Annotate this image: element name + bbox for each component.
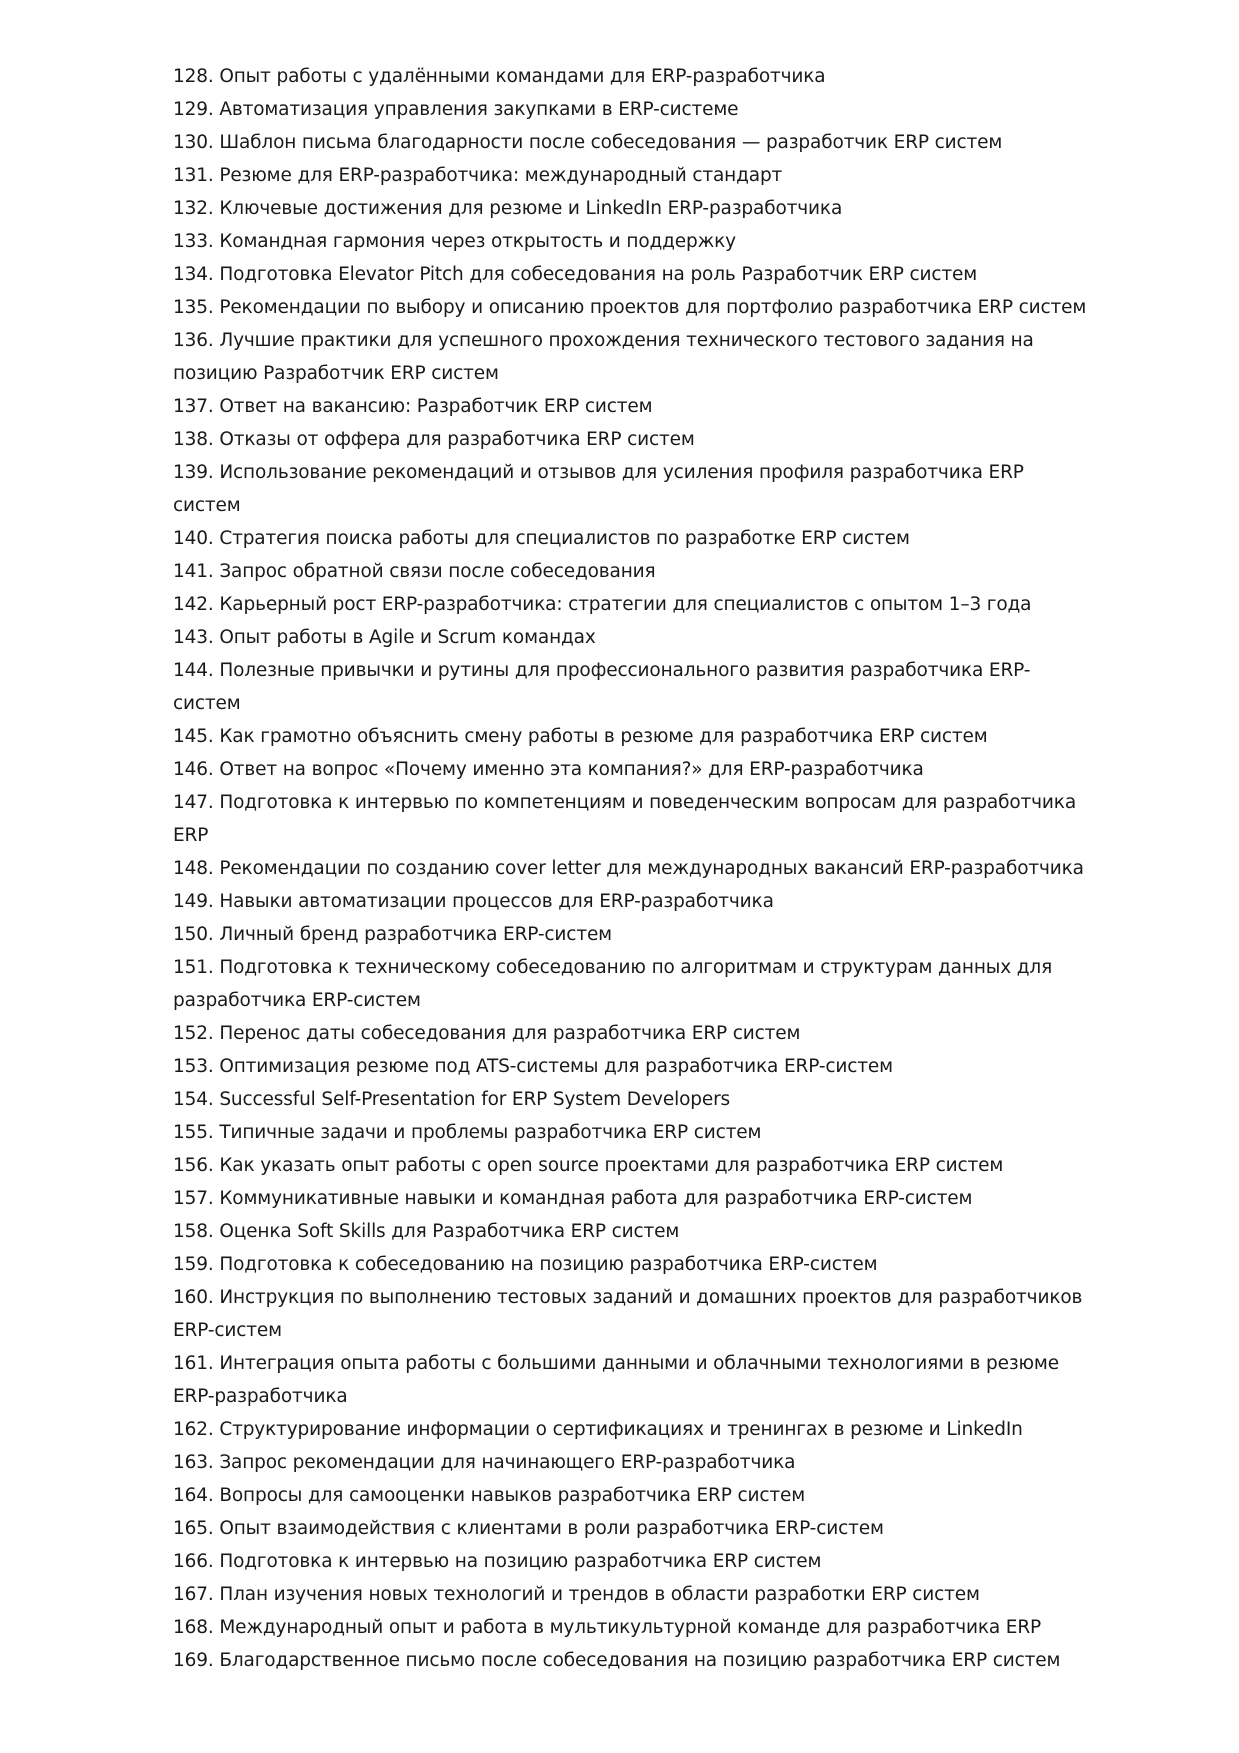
list-item: 147. Подготовка к интервью по компетенциям и поведенческим вопросам для разработчика ERP [173,792,1077,846]
list-item: 169. Благодарственное письмо после собеседования на позицию разработчика ERP систем [173,1650,1061,1671]
list-item: 141. Запрос обратной связи после собеседования [173,561,656,582]
list-item: 157. Коммуникативные навыки и командная работа для разработчика ERP-систем [173,1188,973,1209]
document-page [173,60,1093,1677]
list-item: 152. Перенос даты собеседования для разработчика ERP систем [173,1023,801,1044]
list-item: 158. Оценка Soft Skills для Разработчика ERP систем [173,1221,680,1242]
list-item: 138. Отказы от оффера для разработчика ERP систем [173,429,695,450]
list-item: 156. Как указать опыт работы с open source проектами для разработчика ERP систем [173,1155,1004,1176]
list-item: 168. Международный опыт и работа в мультикультурной команде для разработчика ERP [173,1617,1042,1638]
list-item: 162. Структурирование информации о сертификациях и тренингах в резюме и LinkedIn [173,1419,1023,1440]
list-item: 137. Ответ на вакансию: Разработчик ERP систем [173,396,653,417]
list-item: 132. Ключевые достижения для резюме и LinkedIn ERP-разработчика [173,198,843,219]
list-item: 131. Резюме для ERP-разработчика: международный стандарт [173,165,783,186]
list-item: 150. Личный бренд разработчика ERP-систем [173,924,612,945]
list-item: 136. Лучшие практики для успешного прохождения технического тестового задания на позицию Разработчик ERP систем [173,330,1034,384]
list-item: 160. Инструкция по выполнению тестовых заданий и домашних проектов для разработчиков ERP-систем [173,1287,1083,1341]
list-item: 129. Автоматизация управления закупками в ERP-системе [173,99,739,120]
list-item: 165. Опыт взаимодействия с клиентами в роли разработчика ERP-систем [173,1518,884,1539]
list-item: 166. Подготовка к интервью на позицию разработчика ERP систем [173,1551,822,1572]
list-item: 153. Оптимизация резюме под ATS-системы для разработчика ERP-систем [173,1056,893,1077]
list-item: 146. Ответ на вопрос «Почему именно эта компания?» для ERP-разработчика [173,759,924,780]
list-item: 151. Подготовка к техническому собеседованию по алгоритмам и структурам данных для разработчика ERP-систем [173,957,1053,1011]
list-item: 164. Вопросы для самооценки навыков разработчика ERP систем [173,1485,806,1506]
list-item: 128. Опыт работы с удалёнными командами для ERP-разработчика [173,66,826,87]
topic-list [173,60,1093,1677]
list-item: 134. Подготовка Elevator Pitch для собеседования на роль Разработчик ERP систем [173,264,978,285]
list-item: 155. Типичные задачи и проблемы разработчика ERP систем [173,1122,762,1143]
list-item: 130. Шаблон письма благодарности после собеседования — разработчик ERP систем [173,132,1003,153]
list-item: 149. Навыки автоматизации процессов для ERP-разработчика [173,891,774,912]
list-item: 133. Командная гармония через открытость и поддержку [173,231,736,252]
list-item: 144. Полезные привычки и рутины для профессионального развития разработчика ERP-систем [173,660,1031,714]
list-item: 161. Интеграция опыта работы с большими данными и облачными технологиями в резюме ERP-разработчика [173,1353,1059,1407]
list-item: 135. Рекомендации по выбору и описанию проектов для портфолио разработчика ERP систем [173,297,1087,318]
list-item: 145. Как грамотно объяснить смену работы в резюме для разработчика ERP систем [173,726,988,747]
list-item: 148. Рекомендации по созданию cover letter для международных вакансий ERP-разработчика [173,858,1084,879]
list-item: 143. Опыт работы в Agile и Scrum командах [173,627,596,648]
list-item: 159. Подготовка к собеседованию на позицию разработчика ERP-систем [173,1254,878,1275]
list-item: 167. План изучения новых технологий и трендов в области разработки ERP систем [173,1584,980,1605]
list-item: 154. Successful Self-Presentation for ERP System Developers [173,1089,731,1110]
list-item: 139. Использование рекомендаций и отзывов для усиления профиля разработчика ERP систем [173,462,1024,516]
list-item: 140. Стратегия поиска работы для специалистов по разработке ERP систем [173,528,910,549]
list-item: 142. Карьерный рост ERP-разработчика: стратегии для специалистов с опытом 1–3 года [173,594,1032,615]
list-item: 163. Запрос рекомендации для начинающего ERP-разработчика [173,1452,796,1473]
